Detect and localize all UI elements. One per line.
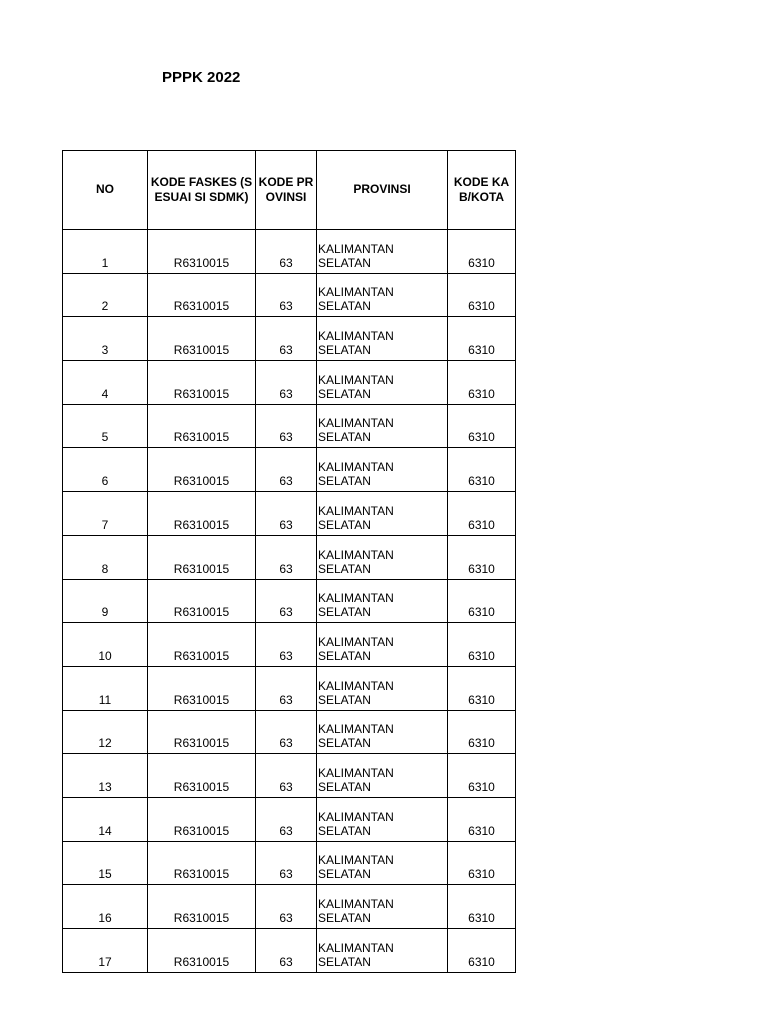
cell-kode-provinsi: 63 bbox=[256, 841, 317, 885]
cell-kode-provinsi: 63 bbox=[256, 535, 317, 579]
cell-kode-provinsi: 63 bbox=[256, 579, 317, 623]
provinsi-text: KALIMANTAN SELATAN bbox=[318, 460, 394, 489]
table-row bbox=[63, 579, 516, 623]
cell-no: 12 bbox=[63, 710, 148, 754]
table-row bbox=[63, 492, 516, 536]
cell-kode-faskes: R6310015 bbox=[148, 885, 256, 929]
header-kode-provinsi: KODE PROVINSI bbox=[256, 151, 317, 230]
cell-kode-provinsi: 63 bbox=[256, 317, 317, 361]
provinsi-text: KALIMANTAN SELATAN bbox=[318, 547, 394, 576]
cell-kode-provinsi: 63 bbox=[256, 797, 317, 841]
cell-kode-faskes: R6310015 bbox=[148, 273, 256, 317]
cell-kode-kabkota: 6310 bbox=[448, 404, 516, 448]
cell-kode-kabkota: 6310 bbox=[448, 273, 516, 317]
cell-kode-faskes: R6310015 bbox=[148, 448, 256, 492]
provinsi-text: KALIMANTAN SELATAN bbox=[318, 329, 394, 358]
cell-kode-faskes: R6310015 bbox=[148, 841, 256, 885]
cell-no: 2 bbox=[63, 273, 148, 317]
cell-kode-kabkota: 6310 bbox=[448, 929, 516, 973]
table-row bbox=[63, 666, 516, 710]
table-header bbox=[63, 151, 516, 230]
table-row bbox=[63, 623, 516, 667]
provinsi-text: KALIMANTAN SELATAN bbox=[318, 940, 394, 969]
cell-provinsi bbox=[317, 710, 448, 754]
cell-provinsi bbox=[317, 754, 448, 798]
table-row bbox=[63, 929, 516, 973]
cell-provinsi bbox=[317, 448, 448, 492]
cell-kode-kabkota: 6310 bbox=[448, 885, 516, 929]
cell-kode-kabkota: 6310 bbox=[448, 710, 516, 754]
cell-kode-provinsi: 63 bbox=[256, 710, 317, 754]
cell-no: 10 bbox=[63, 623, 148, 667]
table-row bbox=[63, 754, 516, 798]
header-provinsi: PROVINSI bbox=[317, 151, 448, 230]
cell-kode-faskes: R6310015 bbox=[148, 929, 256, 973]
cell-kode-kabkota: 6310 bbox=[448, 492, 516, 536]
cell-no: 7 bbox=[63, 492, 148, 536]
cell-provinsi bbox=[317, 885, 448, 929]
provinsi-text: KALIMANTAN SELATAN bbox=[318, 503, 394, 532]
cell-kode-kabkota: 6310 bbox=[448, 797, 516, 841]
document-title: PPPK 2022 bbox=[162, 69, 241, 86]
cell-kode-faskes: R6310015 bbox=[148, 666, 256, 710]
cell-kode-faskes: R6310015 bbox=[148, 579, 256, 623]
table-row bbox=[63, 535, 516, 579]
cell-no: 16 bbox=[63, 885, 148, 929]
table-body bbox=[63, 230, 516, 973]
table-row bbox=[63, 317, 516, 361]
provinsi-text: KALIMANTAN SELATAN bbox=[318, 809, 394, 838]
provinsi-text: KALIMANTAN SELATAN bbox=[318, 634, 394, 663]
table-row bbox=[63, 230, 516, 274]
provinsi-text: KALIMANTAN SELATAN bbox=[318, 416, 394, 445]
cell-provinsi bbox=[317, 273, 448, 317]
cell-kode-kabkota: 6310 bbox=[448, 230, 516, 274]
cell-kode-faskes: R6310015 bbox=[148, 361, 256, 405]
table-row bbox=[63, 797, 516, 841]
cell-kode-provinsi: 63 bbox=[256, 404, 317, 448]
cell-provinsi bbox=[317, 841, 448, 885]
header-no: NO bbox=[63, 151, 148, 230]
cell-kode-provinsi: 63 bbox=[256, 361, 317, 405]
cell-no: 9 bbox=[63, 579, 148, 623]
cell-provinsi bbox=[317, 623, 448, 667]
cell-kode-faskes: R6310015 bbox=[148, 492, 256, 536]
cell-no: 13 bbox=[63, 754, 148, 798]
cell-provinsi bbox=[317, 317, 448, 361]
cell-no: 4 bbox=[63, 361, 148, 405]
cell-kode-provinsi: 63 bbox=[256, 754, 317, 798]
table-row bbox=[63, 448, 516, 492]
cell-no: 3 bbox=[63, 317, 148, 361]
provinsi-text: KALIMANTAN SELATAN bbox=[318, 241, 394, 270]
cell-kode-kabkota: 6310 bbox=[448, 666, 516, 710]
table-row bbox=[63, 710, 516, 754]
provinsi-text: KALIMANTAN SELATAN bbox=[318, 722, 394, 751]
cell-provinsi bbox=[317, 929, 448, 973]
cell-kode-kabkota: 6310 bbox=[448, 579, 516, 623]
cell-kode-provinsi: 63 bbox=[256, 448, 317, 492]
table-row bbox=[63, 404, 516, 448]
cell-kode-kabkota: 6310 bbox=[448, 448, 516, 492]
cell-kode-provinsi: 63 bbox=[256, 666, 317, 710]
cell-provinsi bbox=[317, 797, 448, 841]
provinsi-text: KALIMANTAN SELATAN bbox=[318, 897, 394, 925]
cell-provinsi bbox=[317, 579, 448, 623]
cell-no: 8 bbox=[63, 535, 148, 579]
cell-kode-faskes: R6310015 bbox=[148, 797, 256, 841]
cell-no: 17 bbox=[63, 929, 148, 973]
cell-kode-faskes: R6310015 bbox=[148, 230, 256, 274]
header-row bbox=[63, 151, 516, 230]
cell-kode-faskes: R6310015 bbox=[148, 404, 256, 448]
cell-kode-provinsi: 63 bbox=[256, 623, 317, 667]
provinsi-text: KALIMANTAN SELATAN bbox=[318, 372, 394, 401]
provinsi-text: KALIMANTAN SELATAN bbox=[318, 591, 394, 620]
cell-kode-kabkota: 6310 bbox=[448, 535, 516, 579]
cell-kode-faskes: R6310015 bbox=[148, 623, 256, 667]
provinsi-text: KALIMANTAN SELATAN bbox=[318, 678, 394, 707]
cell-no: 15 bbox=[63, 841, 148, 885]
provinsi-text: KALIMANTAN SELATAN bbox=[318, 853, 394, 882]
header-kode-kabkota: KODE KAB/KOTA bbox=[448, 151, 516, 230]
cell-kode-provinsi: 63 bbox=[256, 230, 317, 274]
provinsi-text: KALIMANTAN SELATAN bbox=[318, 765, 394, 794]
cell-no: 6 bbox=[63, 448, 148, 492]
cell-no: 14 bbox=[63, 797, 148, 841]
cell-provinsi bbox=[317, 230, 448, 274]
cell-no: 5 bbox=[63, 404, 148, 448]
cell-provinsi bbox=[317, 361, 448, 405]
cell-kode-kabkota: 6310 bbox=[448, 623, 516, 667]
cell-kode-faskes: R6310015 bbox=[148, 317, 256, 361]
table-row bbox=[63, 361, 516, 405]
cell-provinsi bbox=[317, 492, 448, 536]
cell-provinsi bbox=[317, 404, 448, 448]
provinsi-text: KALIMANTAN SELATAN bbox=[318, 285, 394, 314]
cell-kode-provinsi: 63 bbox=[256, 885, 317, 929]
cell-kode-provinsi: 63 bbox=[256, 492, 317, 536]
cell-no: 11 bbox=[63, 666, 148, 710]
cell-kode-provinsi: 63 bbox=[256, 929, 317, 973]
cell-kode-kabkota: 6310 bbox=[448, 841, 516, 885]
cell-no: 1 bbox=[63, 230, 148, 274]
header-kode-faskes: KODE FASKES (SESUAI SI SDMK) bbox=[148, 151, 256, 230]
cell-kode-kabkota: 6310 bbox=[448, 754, 516, 798]
cell-kode-faskes: R6310015 bbox=[148, 535, 256, 579]
pppk-data-table bbox=[62, 150, 516, 973]
table-row bbox=[63, 273, 516, 317]
table-row bbox=[63, 885, 516, 929]
cell-kode-provinsi: 63 bbox=[256, 273, 317, 317]
cell-kode-kabkota: 6310 bbox=[448, 361, 516, 405]
cell-kode-faskes: R6310015 bbox=[148, 710, 256, 754]
cell-provinsi bbox=[317, 535, 448, 579]
cell-kode-faskes: R6310015 bbox=[148, 754, 256, 798]
table-row bbox=[63, 841, 516, 885]
cell-provinsi bbox=[317, 666, 448, 710]
cell-kode-kabkota: 6310 bbox=[448, 317, 516, 361]
